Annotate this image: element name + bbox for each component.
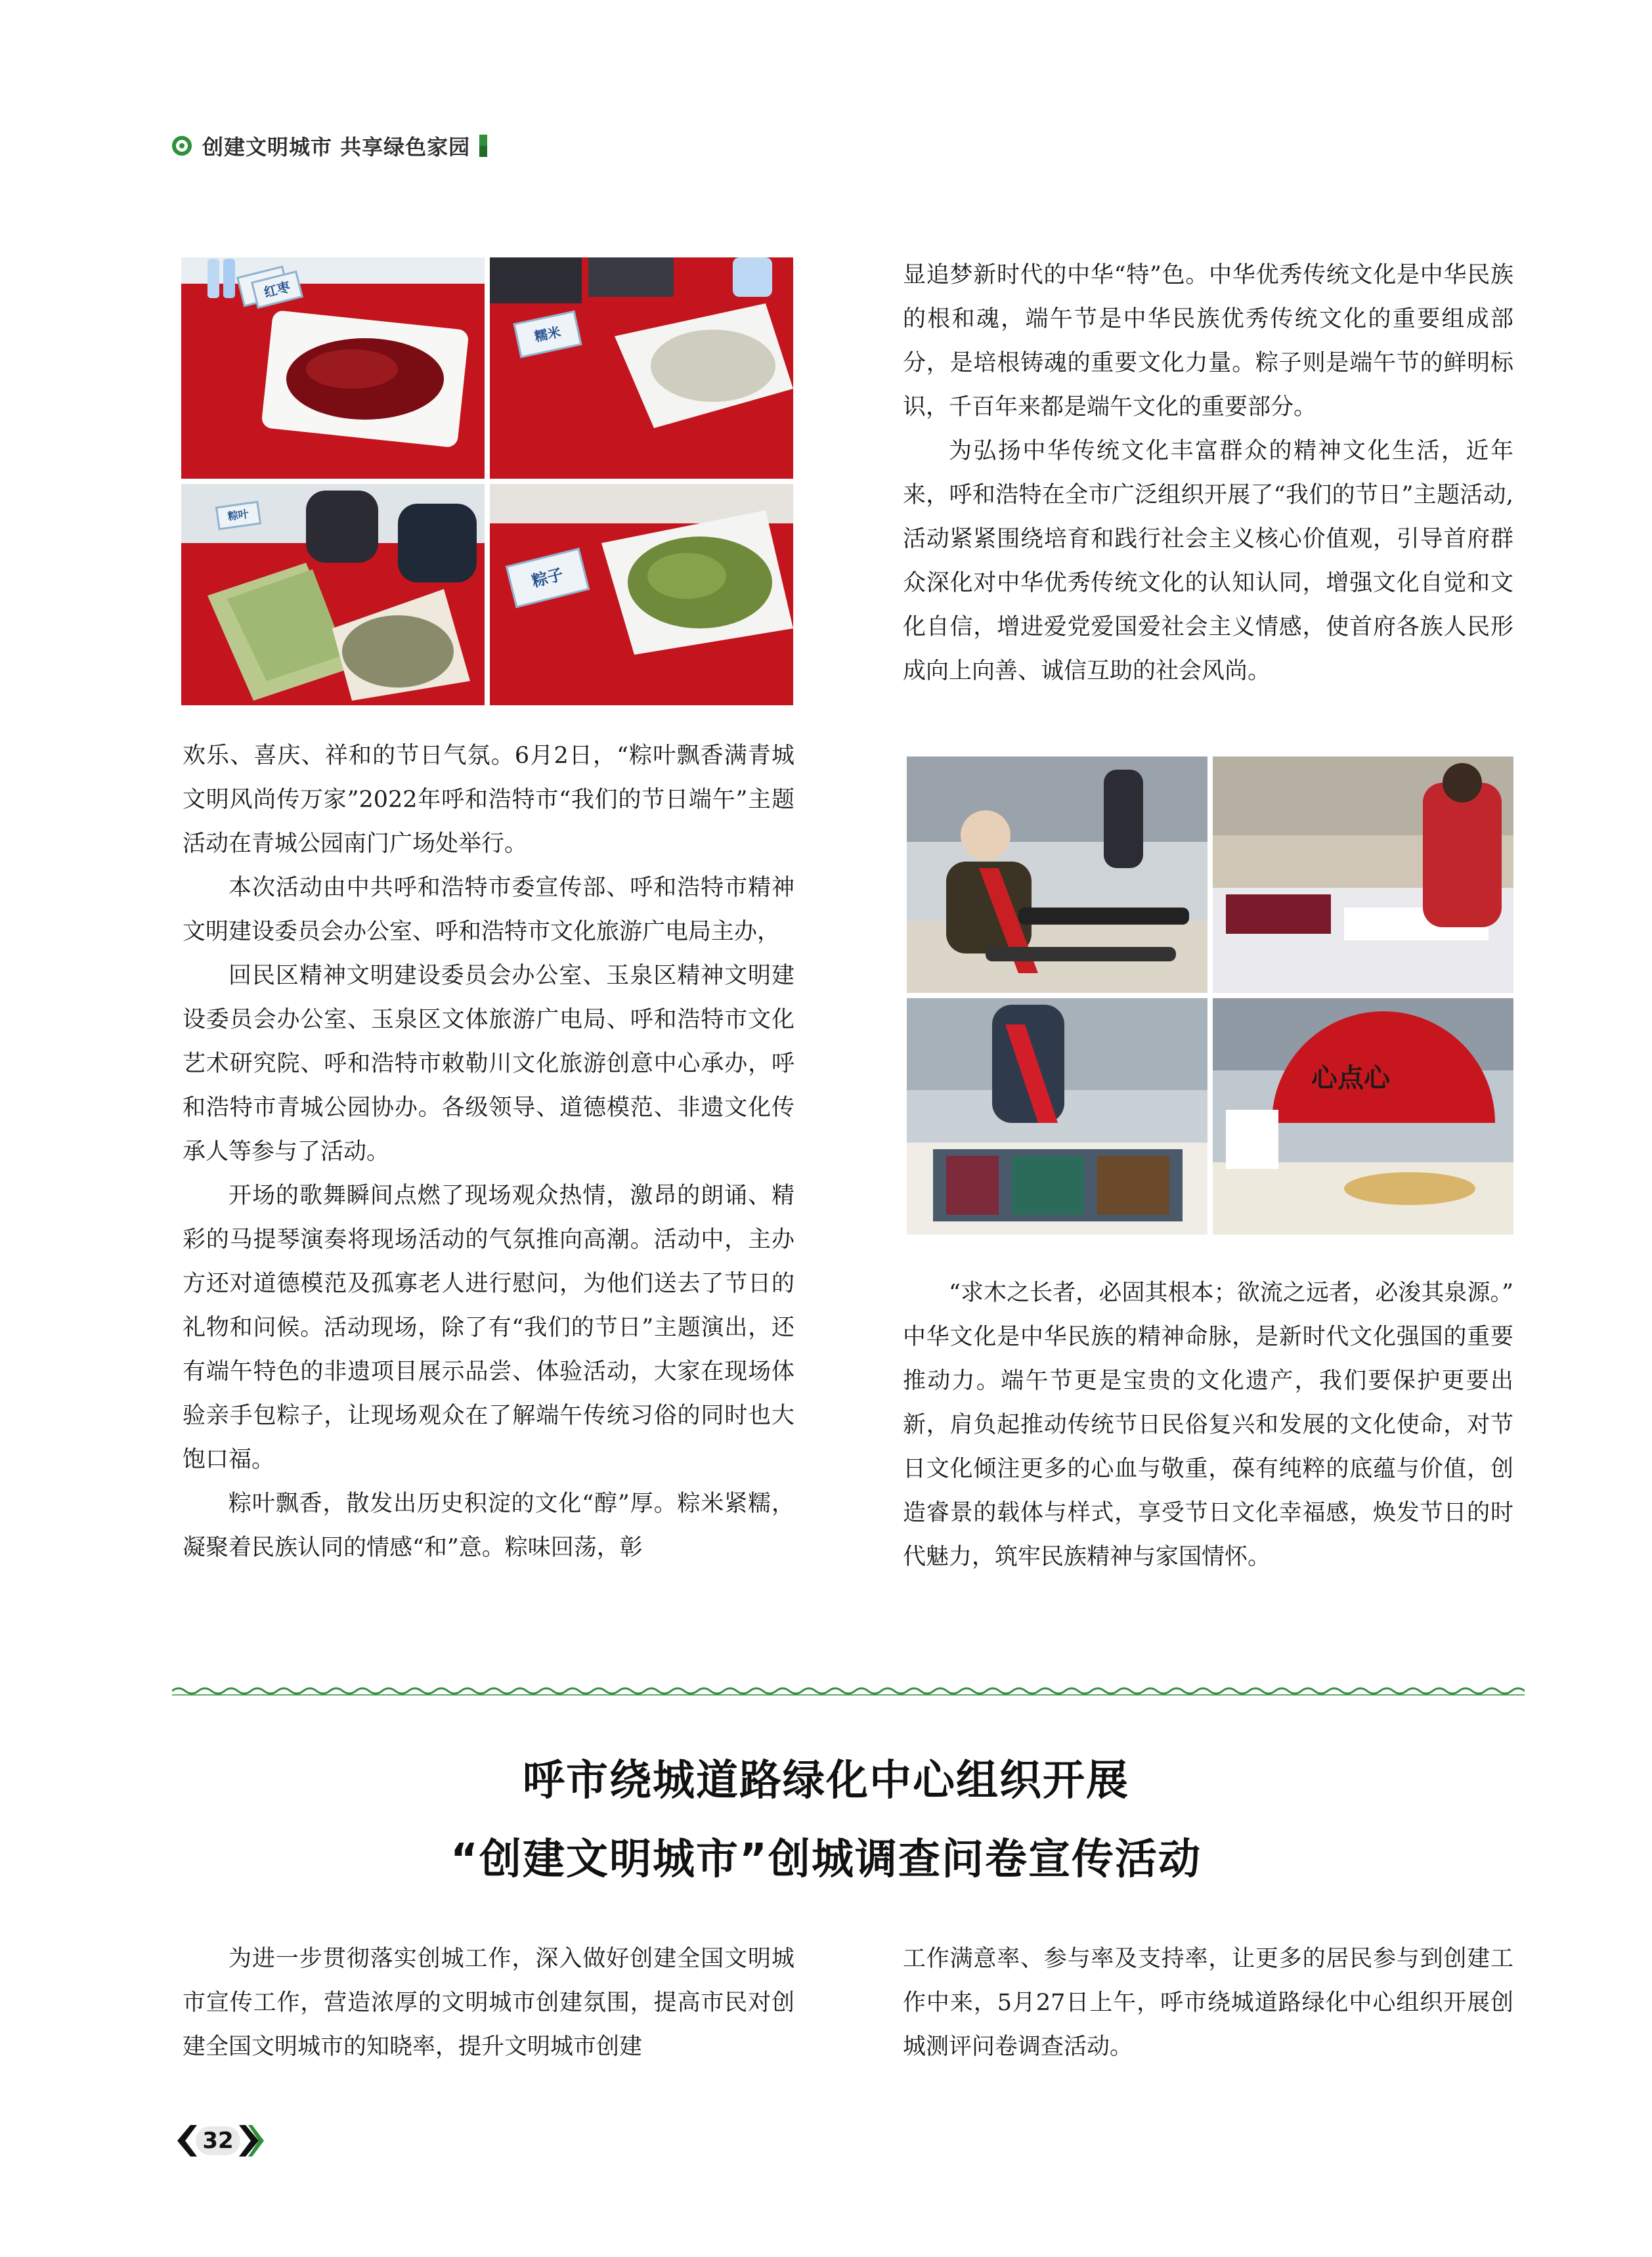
article2-title-line1: 呼市绕城道路绿化中心组织开展 <box>523 1757 1129 1805</box>
paragraph: 工作满意率、参与率及支持率，让更多的居民参与到创建工作中来，5月27日上午，呼市绕城道路绿化中心组织开展创城测评问卷调查活动。 <box>903 1946 1513 2060</box>
article2-right-column <box>903 1937 1513 2069</box>
photo-glutinous-rice <box>490 257 793 479</box>
paragraph: 开场的歌舞瞬间点燃了现场观众热情，激昂的朗诵、精彩的马提琴演奏将现场活动的气氛推向高潮。活动中，主办方还对道德模范及孤寡老人进行慰问，为他们送去了节日的礼物和问候。活动现场，除了有“我们的节日”主题演出，还有端午特色的非遗项目展示品尝、体验活动，大家在现场体验亲手包粽子，让现场观众在了解端午传统习俗的同时也大饱口福。 <box>183 1183 794 1473</box>
sign-label: 红枣 <box>251 271 303 309</box>
photo-pastry-booth <box>1213 998 1513 1235</box>
photo-grid-zongzi-ingredients <box>181 257 793 705</box>
booth-sign-text: 心点心 <box>1311 1063 1390 1093</box>
circle-logo-icon <box>172 136 192 156</box>
article2-title-line2: “创建文明城市”创城调查问卷宣传活动 <box>450 1835 1202 1884</box>
article1-right-column-bottom <box>903 1271 1513 1579</box>
paragraph: “求木之长者，必固其根本；欲流之远者，必浚其泉源。” 中华文化是中华民族的精神命脉，是新时代文化强国的重要推动力。端午节更是宝贵的文化遗产，我们要保护更要出新，肩负起推动传统节日民俗复兴和发展的文化使命，对节日文化倾注更多的心血与敬重，葆有纯粹的底蕴与价值，创造睿景的载体与样式，享受节日文化幸福感，焕发节日的时代魅力，筑牢民族精神与家国情怀。 <box>903 1280 1513 1570</box>
photo-craft-table <box>1213 756 1513 993</box>
sign-label: 粽子 <box>506 548 590 608</box>
paragraph: 粽叶飘香，散发出历史积淀的文化“醇”厚。粽米紧糯，凝聚着民族认同的情感“和”意。粽味回荡，彰 <box>183 1491 794 1561</box>
page-header <box>172 129 487 163</box>
sign-label: 糯米 <box>513 311 582 359</box>
article2-left-column <box>183 1937 794 2069</box>
photo-grid-event <box>907 756 1513 1235</box>
article1-left-column <box>183 734 794 1570</box>
paragraph: 欢乐、喜庆、祥和的节日气氛。6月2日，“粽叶飘香满青城 文明风尚传万家”2022年呼和浩特市“我们的节日端午”主题活动在青城公园南门广场处举行。 <box>183 743 794 857</box>
paragraph: 显追梦新时代的中华“特”色。中华优秀传统文化是中华民族的根和魂，端午节是中华民族优秀传统文化的重要组成部分，是培根铸魂的重要文化力量。粽子则是端午节的鲜明标识，千百年来都是端午文化的重要部分。 <box>903 262 1513 420</box>
header-title: 创建文明城市 共享绿色家园 <box>202 135 471 160</box>
wave-divider <box>172 1684 1525 1698</box>
photo-elder-musician <box>907 756 1207 993</box>
header-bar-icon <box>479 135 487 157</box>
paragraph: 为弘扬中华传统文化丰富群众的精神文化生活，近年来，呼和浩特在全市广泛组织开展了“我们的节日”主题活动,活动紧紧围绕培育和践行社会主义核心价值观，引导首府群众深化对中华优秀传统文化的认知认同，增强文化自觉和文化自信，增进爱党爱国爱社会主义情感，使首府各族人民形成向上向善、诚信互助的社会风尚。 <box>903 438 1513 684</box>
page-number: 32 <box>202 2128 234 2154</box>
photo-red-dates <box>181 257 485 479</box>
paragraph: 回民区精神文明建设委员会办公室、玉泉区精神文明建设委员会办公室、玉泉区文体旅游广电局、呼和浩特市文化艺术研究院、呼和浩特市敕勒川文化旅游创意中心承办，呼和浩特市青城公园协办。各级领导、道德模范、非遗文化传承人等参与了活动。 <box>183 963 794 1165</box>
sign-label: 粽叶 <box>215 501 261 531</box>
paragraph: 本次活动由中共呼和浩特市委宣传部、呼和浩特市精神文明建设委员会办公室、呼和浩特市文化旅游广电局主办， <box>183 875 794 945</box>
photo-bamboo-leaves <box>181 484 485 705</box>
photo-product-booth <box>907 998 1207 1235</box>
article1-right-column-top <box>903 253 1513 693</box>
photo-zongzi <box>490 484 793 705</box>
paragraph: 为进一步贯彻落实创城工作，深入做好创建全国文明城市宣传工作，营造浓厚的文明城市创建氛围，提高市民对创建全国文明城市的知晓率，提升文明城市创建 <box>183 1946 794 2060</box>
page-number-badge <box>172 2122 264 2159</box>
